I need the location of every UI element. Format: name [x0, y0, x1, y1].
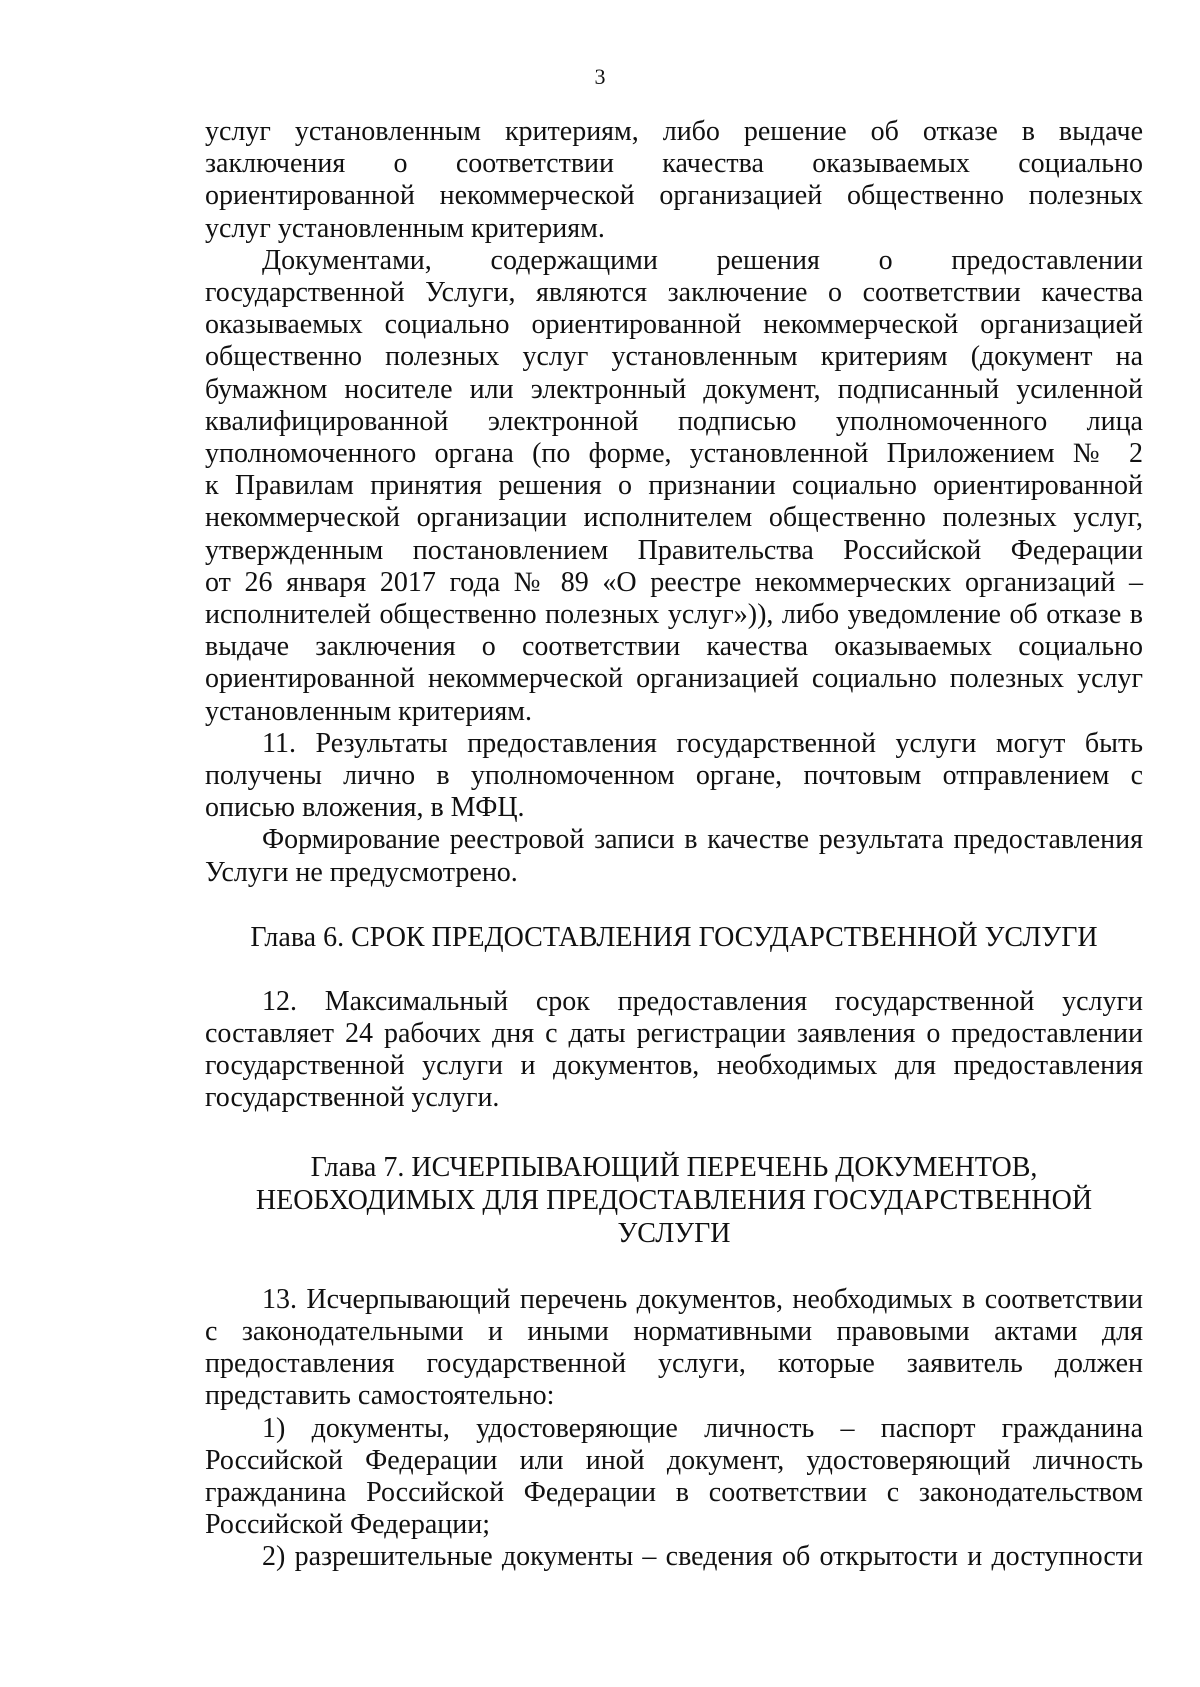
paragraph-line: 11. Результаты предоставления государственной услуги могут быть — [262, 727, 1143, 759]
paragraph-line: Российской Федерации или иной документ, удостоверяющий личность — [205, 1444, 1143, 1476]
paragraph — [205, 728, 1143, 825]
paragraph-line: Документами, содержащими решения о предоставлении — [262, 244, 1143, 276]
paragraph-line: утвержденным постановлением Правительства Российской Федерации — [205, 534, 1143, 566]
paragraph-line: 12. Максимальный срок предоставления государственной услуги — [262, 985, 1143, 1017]
paragraph-line: 2) разрешительные документы – сведения об открытости и доступности — [262, 1541, 1143, 1573]
paragraph-line: 1) документы, удостоверяющие личность – паспорт гражданина — [262, 1412, 1143, 1444]
paragraph-line: услуг установленным критериям. — [205, 212, 605, 244]
page-number: 3 — [594, 64, 606, 89]
paragraph-line: от 26 января 2017 года № 89 «О реестре некоммерческих организаций – — [205, 566, 1143, 598]
paragraph — [205, 245, 1143, 728]
paragraph-line: некоммерческой организации исполнителем общественно полезных услуг, — [205, 502, 1143, 534]
chapter-7-heading — [205, 1151, 1143, 1250]
paragraph-line: выдаче заключения о соответствии качества оказываемых социально — [205, 631, 1143, 663]
paragraph-line: услуг установленным критериям, либо решение об отказе в выдаче — [205, 116, 1143, 147]
paragraph-line: оказываемых социально ориентированной некоммерческой организацией — [205, 309, 1143, 341]
paragraph-line: к Правилам принятия решения о признании социально ориентированной — [205, 470, 1143, 502]
paragraph-line: с законодательными и иными нормативными правовыми актами для — [205, 1315, 1143, 1347]
paragraph-line: Формирование реестровой записи в качестве результата предоставления — [262, 824, 1143, 856]
paragraph-line: бумажном носителе или электронный документ, подписанный усиленной — [205, 373, 1143, 405]
paragraph-line: государственной услуги. — [205, 1082, 500, 1114]
paragraph-line: государственной Услуги, являются заключение о соответствии качества — [205, 277, 1143, 309]
paragraph-line: составляет 24 рабочих дня с даты регистрации заявления о предоставлении — [205, 1018, 1143, 1050]
chapter-7-heading-line: НЕОБХОДИМЫХ ДЛЯ ПРЕДОСТАВЛЕНИЯ ГОСУДАРСТВЕННОЙ — [255, 1184, 1093, 1216]
paragraph — [205, 1541, 1143, 1573]
paragraph — [205, 1284, 1143, 1413]
section-chapter-5-continuation — [205, 116, 1143, 889]
paragraph-line: общественно полезных услуг установленным критериям (документ на — [205, 341, 1143, 373]
paragraph-line: установленным критериям. — [205, 695, 533, 727]
paragraph-line: гражданина Российской Федерации в соответствии с законодательством — [205, 1476, 1143, 1508]
document-body — [205, 116, 1143, 1574]
section-chapter-7 — [205, 1284, 1143, 1574]
chapter-6-heading: Глава 6. СРОК ПРЕДОСТАВЛЕНИЯ ГОСУДАРСТВЕННОЙ УСЛУГИ — [250, 921, 1098, 953]
paragraph-line: 13. Исчерпывающий перечень документов, необходимых в соответствии — [262, 1283, 1143, 1315]
paragraph-line: представить самостоятельно: — [205, 1380, 555, 1412]
paragraph-line: ориентированной некоммерческой организацией социально полезных услуг — [205, 663, 1143, 695]
chapter-7-heading-line: Глава 7. ИСЧЕРПЫВАЮЩИЙ ПЕРЕЧЕНЬ ДОКУМЕНТОВ, — [310, 1151, 1038, 1183]
paragraph-line: описью вложения, в МФЦ. — [205, 792, 525, 824]
paragraph-line: квалифицированной электронной подписью уполномоченного лица — [205, 405, 1143, 437]
paragraph-line: получены лично в уполномоченном органе, почтовым отправлением с — [205, 760, 1143, 792]
paragraph-line: Услуги не предусмотрено. — [205, 856, 518, 888]
paragraph — [205, 116, 1143, 245]
paragraph-line: заключения о соответствии качества оказываемых социально — [205, 148, 1143, 180]
paragraph-line: государственной услуги и документов, необходимых для предоставления — [205, 1050, 1143, 1082]
paragraph-line: ориентированной некоммерческой организацией общественно полезных — [205, 180, 1143, 212]
chapter-7-heading-line: УСЛУГИ — [617, 1217, 731, 1249]
section-chapter-6 — [205, 986, 1143, 1115]
paragraph-line: исполнителей общественно полезных услуг»)), либо уведомление об отказе в — [205, 599, 1143, 631]
paragraph — [205, 1413, 1143, 1542]
paragraph-line: уполномоченного органа (по форме, установленной Приложением № 2 — [205, 438, 1143, 470]
paragraph — [205, 824, 1143, 888]
paragraph-line: Российской Федерации; — [205, 1509, 491, 1541]
paragraph — [205, 986, 1143, 1115]
paragraph-line: предоставления государственной услуги, которые заявитель должен — [205, 1348, 1143, 1380]
